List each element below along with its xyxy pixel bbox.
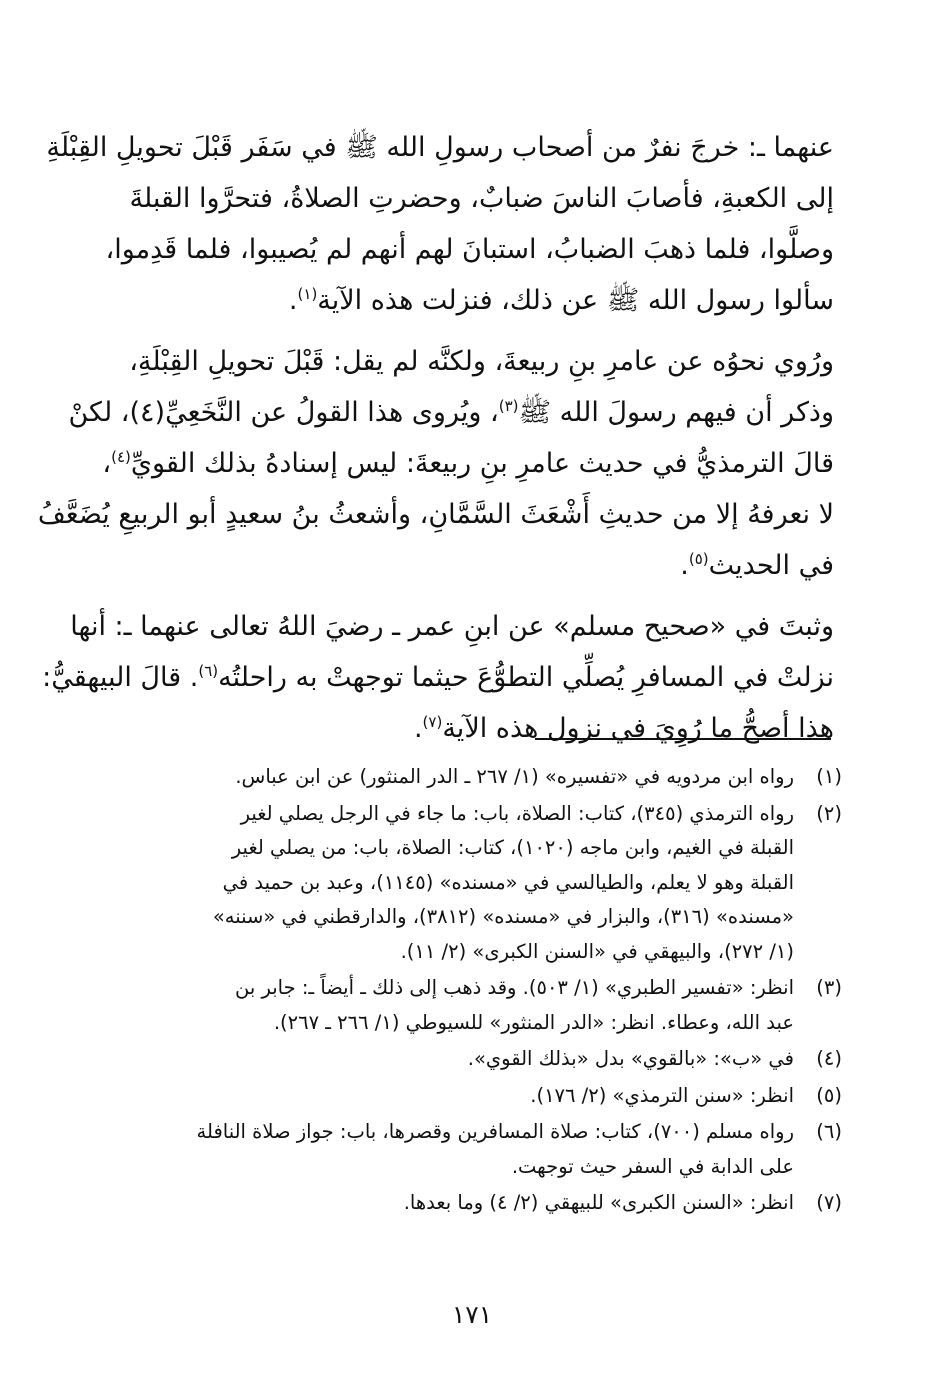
text-line: [68, 387, 834, 438]
text-line: عنهما ـ: خرجَ نفرٌ من أصحاب رسولِ الله ﷺ في سَفَر قَبْلَ تحويلِ القِبْلَةِ: [46, 132, 834, 163]
footnote-ref: (٥): [688, 550, 709, 568]
page-number: ١٧١: [451, 1300, 493, 1329]
footnote-ref: (٦): [198, 662, 219, 680]
sentence-end: .: [413, 713, 423, 744]
text-line: قالَ الترمذيُّ في حديث عامرِ بنِ ربيعةَ: ليس إسنادهُ بذلك القويِّ$^{(٤)}$،: [102, 448, 834, 479]
footnote-number: (٤): [816, 1047, 842, 1070]
footnote-line: في «ب»: «بالقوي» بدل «بذلك القوي».: [467, 1047, 794, 1070]
text-line: [118, 275, 834, 326]
sentence-end: .: [680, 550, 689, 581]
footnote-text: [108, 797, 794, 970]
main-text: [37, 122, 834, 754]
footnote-3: [108, 971, 842, 1040]
footnote-ref: (١): [297, 285, 318, 303]
footnote-text: [108, 1042, 794, 1077]
footnote-ref: (٤): [111, 448, 131, 466]
text-segment: في الحديث: [708, 550, 834, 581]
paragraph-1: [46, 122, 834, 326]
footnote-number: (٦): [816, 1120, 842, 1143]
footnote-text: [108, 1186, 794, 1221]
footnote-number: (١): [816, 765, 842, 788]
text-line: وصلَّوا، فلما ذهبَ الضبابُ، استبانَ لهم أنهم لم يُصيبوا، فلما قَدِموا،: [105, 234, 834, 265]
sentence-end: .: [288, 285, 298, 316]
footnote-line: «مسنده» (٣١٦)، والبزار في «مسنده» (٣٨١٢)، والدارقطني في «سننه»: [212, 905, 794, 928]
footnote-text: [108, 971, 794, 1040]
footnote-line: القبلة في الغيم، وابن ماجه (١٠٢٠)، كتاب: الصلاة، باب: من يصلي لغير: [231, 836, 794, 859]
footnote-text: [108, 760, 794, 795]
text-segment: وذكر أن فيهم رسولَ الله ﷺ$^{(٣)}$، ويُروى هذا القولُ عن النَّخَعِيِّ(٤)، لكنْ: [68, 397, 834, 428]
text-line: إلى الكعبةِ، فأصابَ الناسَ ضبابٌ، وحضرتِ الصلاةُ، فتحرَّوا القبلةَ: [129, 183, 834, 214]
footnote-text: [108, 1115, 794, 1184]
text-line: وثبتَ في «صحيح مسلم» عن ابنِ عمر ـ رضيَ اللهُ تعالى عنهما ـ: أنها: [70, 611, 834, 642]
footnote-line: على الدابة في السفر حيث توجهت.: [511, 1154, 794, 1178]
footnote-7: [108, 1186, 842, 1221]
footnote-line: انظر: «السنن الكبرى» للبيهقي (٢/ ٤) وما بعدها.: [403, 1191, 794, 1214]
text-line: لا نعرفهُ إلا من حديثِ أَشْعَثَ السَّمَّانِ، وأشعثُ بنُ سعيدٍ أبو الربيعِ يُضَعَّفُ: [37, 499, 834, 530]
footnote-line: القبلة وهو لا يعلم، والطيالسي في «مسنده» (١١٤٥)، وعبد بن حميد في: [222, 870, 794, 894]
text-line: [118, 540, 834, 591]
footnote-line: انظر: «سنن الترمذي» (٢/ ١٧٦).: [530, 1083, 794, 1107]
footnote-number: (٧): [816, 1191, 842, 1214]
footnote-5: [108, 1079, 842, 1114]
footnote-4: [108, 1042, 842, 1077]
footnote-number: (٢): [816, 801, 842, 825]
footnote-line: انظر: «تفسير الطبري» (١/ ٥٠٣). وقد ذهب إلى ذلك ـ أيضاً ـ: جابر بن: [234, 976, 794, 999]
text-line: نزلتْ في المسافرِ يُصلِّي التطوُّعَ حيثما توجهتْ به راحلتُه$^{(٦)}$. قالَ البيهقيُّ:: [42, 662, 834, 693]
footnote-text: [108, 1079, 794, 1114]
footnote-ref: (٣): [498, 397, 519, 415]
footnote-line: عبد الله، وعطاء. انظر: «الدر المنثور» للسيوطي (١/ ٢٦٦ ـ ٢٦٧).: [273, 1010, 794, 1034]
footnote-number: (٣): [816, 976, 842, 999]
footnote-1: [108, 760, 842, 795]
text-segment: هذا أصحُّ ما رُوِيَ في نزول هذه الآية: [442, 713, 834, 744]
footnote-2: [108, 797, 842, 970]
footnotes: [108, 760, 842, 1223]
footnote-separator: [535, 738, 831, 740]
text-line: ورُوي نحوُه عن عامرِ بنِ ربيعةَ، ولكنَّه لم يقل: قَبْلَ تحويلِ القِبْلَةِ،: [129, 346, 834, 377]
footnote-line: (١/ ٢٧٢)، والبيهقي في «السنن الكبرى» (٢/ ١١).: [400, 939, 794, 963]
text-segment: سألوا رسول الله ﷺ عن ذلك، فنزلت هذه الآية: [317, 285, 834, 316]
footnote-6: [108, 1115, 842, 1184]
footnote-line: رواه الترمذي (٣٤٥)، كتاب: الصلاة، باب: ما جاء في الرجل يصلي لغير: [240, 801, 794, 825]
paragraph-2: [37, 336, 834, 591]
text-line: [118, 703, 834, 754]
paragraph-3: [42, 601, 834, 754]
footnote-line: رواه ابن مردويه في «تفسيره» (١/ ٢٦٧ ـ الدر المنثور) عن ابن عباس.: [235, 765, 794, 788]
footnote-ref: (٧): [422, 713, 443, 731]
footnote-line: رواه مسلم (٧٠٠)، كتاب: صلاة المسافرين وقصرها، باب: جواز صلاة النافلة: [196, 1120, 794, 1143]
footnote-number: (٥): [816, 1083, 842, 1107]
